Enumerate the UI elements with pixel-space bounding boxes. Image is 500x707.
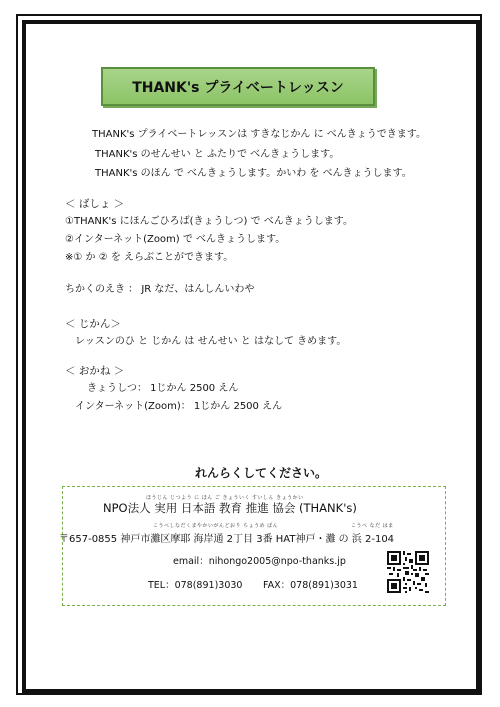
org-name: NPO法人 実用 日本語 教育 推進 協会 (THANK's) <box>103 501 357 515</box>
address-ruby-1: こうべしなだくまやかいがんどおり ちょうめ ばん <box>153 523 279 529</box>
fee-heading: ＜ おかね ＞ <box>65 365 125 377</box>
place-heading: ＜ ばしょ ＞ <box>65 198 125 210</box>
fee-internet: インターネット(Zoom)： 1じかん 2500 えん <box>75 401 283 412</box>
fax: FAX：078(891)3031 <box>263 580 358 591</box>
place-line-1: ①THANK's にほんごひろば(きょうしつ) で べんきょうします。 <box>65 216 353 227</box>
contact-heading: れんらくしてください。 <box>195 466 328 480</box>
intro-line-1: THANK's プライベートレッスンは すきなじかん に べんきょうできます。 <box>92 129 426 140</box>
intro-line-3: THANK's のほん で べんきょうします。かいわ を べんきょうします。 <box>95 168 412 179</box>
time-line: レッスンのひ と じかん は せんせい と はなして きめます。 <box>75 336 347 347</box>
page-title-text: THANK's プライベートレッスン <box>132 79 344 96</box>
page-title <box>101 67 375 106</box>
place-line-2: ②インターネット(Zoom) で べんきょうします。 <box>65 234 286 245</box>
qr-code-icon <box>387 551 429 593</box>
tel: TEL：078(891)3030 <box>148 580 243 591</box>
fee-classroom: きょうしつ： 1じかん 2500 えん <box>87 383 239 394</box>
place-line-3: ※① か ② を えらぶことができます。 <box>65 252 234 263</box>
address-ruby-2: こうべ なだ はま <box>351 523 394 529</box>
email[interactable]: email：nihongo2005@npo-thanks.jp <box>173 556 346 567</box>
org-ruby: ほうじん じつよう に ほん ご きょういく すいしん きょうかい <box>146 495 304 501</box>
time-heading: ＜ じかん＞ <box>65 318 121 330</box>
address: 〒657-0855 神戸市灘区摩耶 海岸通 2丁目 3番 HAT神戸・灘 の 浜 2-104 <box>59 534 395 545</box>
intro-line-2: THANK's のせんせい と ふたりで べんきょうします。 <box>95 149 340 160</box>
station-line: ちかくのえき ： JR なだ、はんしんいわや <box>65 284 255 295</box>
